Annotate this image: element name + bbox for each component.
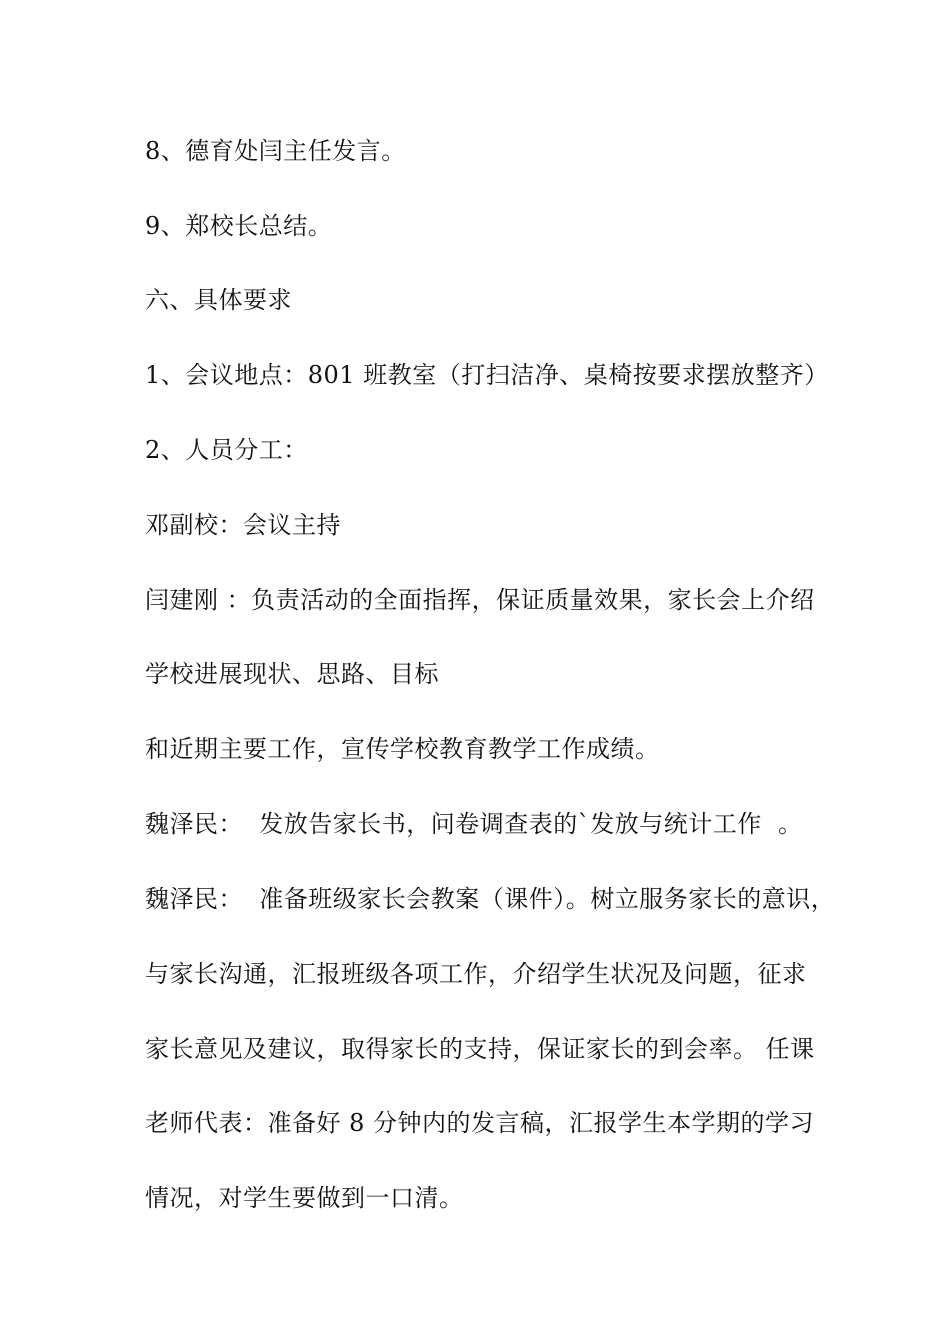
text-line-agenda-8: 8、德育处闫主任发言。: [145, 137, 406, 165]
text-line-meeting-location: 1、会议地点：801 班教室（打扫洁净、桌椅按要求摆放整齐）: [145, 361, 829, 389]
text-line-distribution: 魏泽民： 发放告家长书，问卷调查表的`发放与统计工作 。: [145, 810, 803, 838]
text-line-class-prep-cont-1: 与家长沟通，汇报班级各项工作，介绍学生状况及问题，征求: [145, 960, 807, 988]
text-line-director-cont-1: 学校进展现状、思路、目标: [145, 660, 439, 688]
text-line-director: 闫建刚 ：负责活动的全面指挥，保证质量效果，家长会上介绍: [145, 586, 815, 614]
text-line-staff-assignment: 2、人员分工：: [145, 436, 308, 464]
text-line-teacher-rep-cont: 情况，对学生要做到一口清。: [145, 1184, 464, 1212]
text-line-teacher-rep: 老师代表：准备好 8 分钟内的发言稿，汇报学生本学期的学习: [145, 1109, 815, 1137]
text-line-host: 邓副校：会议主持: [145, 511, 341, 539]
section-heading-requirements: 六、具体要求: [145, 286, 292, 314]
text-line-class-prep: 魏泽民： 准备班级家长会教案（课件）。树立服务家长的意识，: [145, 885, 836, 913]
text-line-agenda-9: 9、郑校长总结。: [145, 212, 333, 240]
text-line-class-prep-cont-2: 家长意见及建议，取得家长的支持，保证家长的到会率。 任课: [145, 1035, 815, 1063]
text-line-director-cont-2: 和近期主要工作，宣传学校教育教学工作成绩。: [145, 735, 660, 763]
